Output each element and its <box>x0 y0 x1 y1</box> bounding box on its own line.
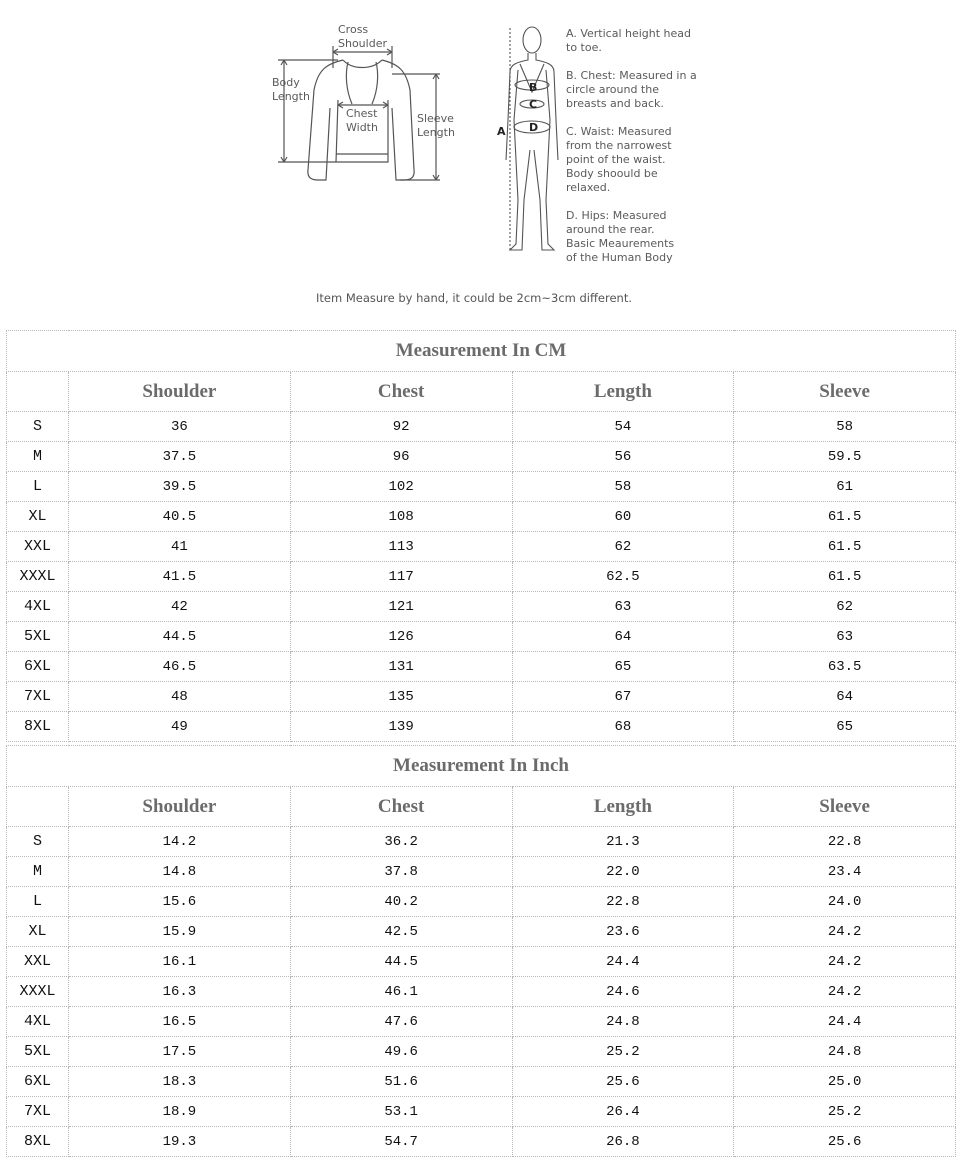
size-cell: 7XL <box>7 682 69 712</box>
size-cell: XXL <box>7 947 69 977</box>
size-cell: XL <box>7 917 69 947</box>
size-cell: 4XL <box>7 1007 69 1037</box>
sleeve-cell: 24.0 <box>734 887 956 917</box>
shoulder-cell: 49 <box>69 712 291 742</box>
chest-cell: 92 <box>290 412 512 442</box>
chest-cell: 113 <box>290 532 512 562</box>
table-row <box>7 442 956 472</box>
shoulder-cell: 14.2 <box>69 827 291 857</box>
table-row <box>7 1037 956 1067</box>
shoulder-cell: 44.5 <box>69 622 291 652</box>
table-row <box>7 562 956 592</box>
size-cell: 4XL <box>7 592 69 622</box>
col-header-sleeve: Sleeve <box>734 372 956 412</box>
shoulder-cell: 14.8 <box>69 857 291 887</box>
table-row <box>7 1007 956 1037</box>
sleeve-cell: 61.5 <box>734 532 956 562</box>
length-cell: 26.4 <box>512 1097 734 1127</box>
length-cell: 25.6 <box>512 1067 734 1097</box>
cm-size-table <box>6 330 956 742</box>
cross-shoulder-label: Cross Shoulder <box>338 23 387 50</box>
table-row <box>7 712 956 742</box>
length-cell: 68 <box>512 712 734 742</box>
shoulder-cell: 15.6 <box>69 887 291 917</box>
inch-header-row <box>7 787 956 827</box>
sleeve-cell: 25.6 <box>734 1127 956 1157</box>
sleeve-cell: 62 <box>734 592 956 622</box>
length-cell: 22.8 <box>512 887 734 917</box>
length-cell: 54 <box>512 412 734 442</box>
table-row <box>7 412 956 442</box>
table-row <box>7 502 956 532</box>
size-cell: 6XL <box>7 1067 69 1097</box>
sleeve-cell: 61.5 <box>734 562 956 592</box>
legend-b: B. Chest: Measured in a circle around the breasts and back. <box>566 69 697 110</box>
shoulder-cell: 41.5 <box>69 562 291 592</box>
shoulder-cell: 16.1 <box>69 947 291 977</box>
corner-cell <box>7 372 69 412</box>
shoulder-cell: 18.9 <box>69 1097 291 1127</box>
shoulder-cell: 37.5 <box>69 442 291 472</box>
shoulder-cell: 18.3 <box>69 1067 291 1097</box>
length-cell: 60 <box>512 502 734 532</box>
legend-a: A. Vertical height head to toe. <box>566 27 692 54</box>
shoulder-cell: 19.3 <box>69 1127 291 1157</box>
size-cell: L <box>7 472 69 502</box>
cm-table-title: Measurement In CM <box>7 331 956 372</box>
chest-cell: 40.2 <box>290 887 512 917</box>
sleeve-cell: 24.2 <box>734 917 956 947</box>
chest-cell: 42.5 <box>290 917 512 947</box>
table-row <box>7 917 956 947</box>
body-markers <box>497 81 538 138</box>
shoulder-cell: 48 <box>69 682 291 712</box>
chest-cell: 46.1 <box>290 977 512 1007</box>
table-row <box>7 1067 956 1097</box>
size-cell: XL <box>7 502 69 532</box>
table-row <box>7 887 956 917</box>
measurement-diagram <box>0 0 962 320</box>
chest-cell: 131 <box>290 652 512 682</box>
col-header-shoulder: Shoulder <box>69 787 291 827</box>
length-cell: 58 <box>512 472 734 502</box>
shoulder-cell: 17.5 <box>69 1037 291 1067</box>
human-body-drawing <box>506 27 558 250</box>
length-cell: 62.5 <box>512 562 734 592</box>
table-row <box>7 682 956 712</box>
measure-note: Item Measure by hand, it could be 2cm~3cm different. <box>315 291 633 305</box>
table-row <box>7 592 956 622</box>
sleeve-cell: 24.8 <box>734 1037 956 1067</box>
length-cell: 26.8 <box>512 1127 734 1157</box>
length-cell: 56 <box>512 442 734 472</box>
sleeve-cell: 61 <box>734 472 956 502</box>
table-row <box>7 1097 956 1127</box>
size-cell: S <box>7 412 69 442</box>
shoulder-cell: 42 <box>69 592 291 622</box>
inch-size-table <box>6 745 956 1157</box>
length-cell: 22.0 <box>512 857 734 887</box>
col-header-sleeve: Sleeve <box>734 787 956 827</box>
length-cell: 64 <box>512 622 734 652</box>
length-cell: 62 <box>512 532 734 562</box>
col-header-length: Length <box>512 787 734 827</box>
sleeve-length-label: Sleeve Length <box>417 112 455 139</box>
sleeve-cell: 63.5 <box>734 652 956 682</box>
shoulder-cell: 39.5 <box>69 472 291 502</box>
table-row <box>7 472 956 502</box>
size-cell: 6XL <box>7 652 69 682</box>
marker-c: C <box>529 98 538 111</box>
length-cell: 21.3 <box>512 827 734 857</box>
garment-and-body-illustration <box>0 0 962 290</box>
sleeve-cell: 63 <box>734 622 956 652</box>
chest-cell: 117 <box>290 562 512 592</box>
table-row <box>7 857 956 887</box>
shoulder-cell: 41 <box>69 532 291 562</box>
shoulder-cell: 16.3 <box>69 977 291 1007</box>
sleeve-cell: 65 <box>734 712 956 742</box>
sleeve-cell: 23.4 <box>734 857 956 887</box>
marker-b: B <box>529 81 538 94</box>
col-header-chest: Chest <box>290 787 512 827</box>
chest-cell: 36.2 <box>290 827 512 857</box>
size-cell: M <box>7 857 69 887</box>
length-cell: 24.6 <box>512 977 734 1007</box>
chest-cell: 47.6 <box>290 1007 512 1037</box>
table-row <box>7 532 956 562</box>
shoulder-cell: 16.5 <box>69 1007 291 1037</box>
chest-cell: 54.7 <box>290 1127 512 1157</box>
table-row <box>7 947 956 977</box>
table-row <box>7 977 956 1007</box>
body-length-label: Body Length <box>272 76 310 103</box>
chest-cell: 135 <box>290 682 512 712</box>
length-cell: 23.6 <box>512 917 734 947</box>
corner-cell <box>7 787 69 827</box>
marker-a: A <box>497 125 506 138</box>
marker-d: D <box>529 121 539 134</box>
sleeve-cell: 64 <box>734 682 956 712</box>
chest-cell: 102 <box>290 472 512 502</box>
sleeve-cell: 24.2 <box>734 977 956 1007</box>
size-cell: XXXL <box>7 977 69 1007</box>
chest-cell: 126 <box>290 622 512 652</box>
size-cell: 5XL <box>7 1037 69 1067</box>
chest-cell: 53.1 <box>290 1097 512 1127</box>
table-row <box>7 622 956 652</box>
table-row <box>7 652 956 682</box>
size-cell: L <box>7 887 69 917</box>
col-header-shoulder: Shoulder <box>69 372 291 412</box>
chest-cell: 96 <box>290 442 512 472</box>
length-cell: 24.4 <box>512 947 734 977</box>
shoulder-cell: 36 <box>69 412 291 442</box>
size-cell: M <box>7 442 69 472</box>
size-cell: 7XL <box>7 1097 69 1127</box>
length-cell: 65 <box>512 652 734 682</box>
inch-table-title: Measurement In Inch <box>7 746 956 787</box>
size-cell: XXXL <box>7 562 69 592</box>
col-header-length: Length <box>512 372 734 412</box>
col-header-chest: Chest <box>290 372 512 412</box>
length-cell: 67 <box>512 682 734 712</box>
sleeve-cell: 24.2 <box>734 947 956 977</box>
legend-c: C. Waist: Measured from the narrowest point of the waist. Body shoould be relaxed. <box>566 125 672 194</box>
size-cell: S <box>7 827 69 857</box>
chest-cell: 108 <box>290 502 512 532</box>
shoulder-cell: 15.9 <box>69 917 291 947</box>
cm-table-body <box>7 412 956 742</box>
size-cell: 8XL <box>7 712 69 742</box>
shoulder-cell: 40.5 <box>69 502 291 532</box>
size-cell: 8XL <box>7 1127 69 1157</box>
sleeve-cell: 25.0 <box>734 1067 956 1097</box>
chest-cell: 49.6 <box>290 1037 512 1067</box>
sleeve-cell: 58 <box>734 412 956 442</box>
cm-header-row <box>7 372 956 412</box>
chest-cell: 139 <box>290 712 512 742</box>
length-cell: 25.2 <box>512 1037 734 1067</box>
length-cell: 24.8 <box>512 1007 734 1037</box>
size-cell: XXL <box>7 532 69 562</box>
chest-cell: 51.6 <box>290 1067 512 1097</box>
sleeve-cell: 24.4 <box>734 1007 956 1037</box>
chest-cell: 44.5 <box>290 947 512 977</box>
chest-cell: 37.8 <box>290 857 512 887</box>
chest-width-label: Chest Width <box>346 107 378 134</box>
table-row <box>7 827 956 857</box>
sleeve-cell: 25.2 <box>734 1097 956 1127</box>
legend-d: D. Hips: Measured around the rear. Basic Meaurements of the Human Body <box>566 209 675 264</box>
sleeve-cell: 22.8 <box>734 827 956 857</box>
sleeve-cell: 59.5 <box>734 442 956 472</box>
sleeve-cell: 61.5 <box>734 502 956 532</box>
chest-cell: 121 <box>290 592 512 622</box>
shoulder-cell: 46.5 <box>69 652 291 682</box>
size-cell: 5XL <box>7 622 69 652</box>
table-row <box>7 1127 956 1157</box>
length-cell: 63 <box>512 592 734 622</box>
inch-table-body <box>7 827 956 1157</box>
